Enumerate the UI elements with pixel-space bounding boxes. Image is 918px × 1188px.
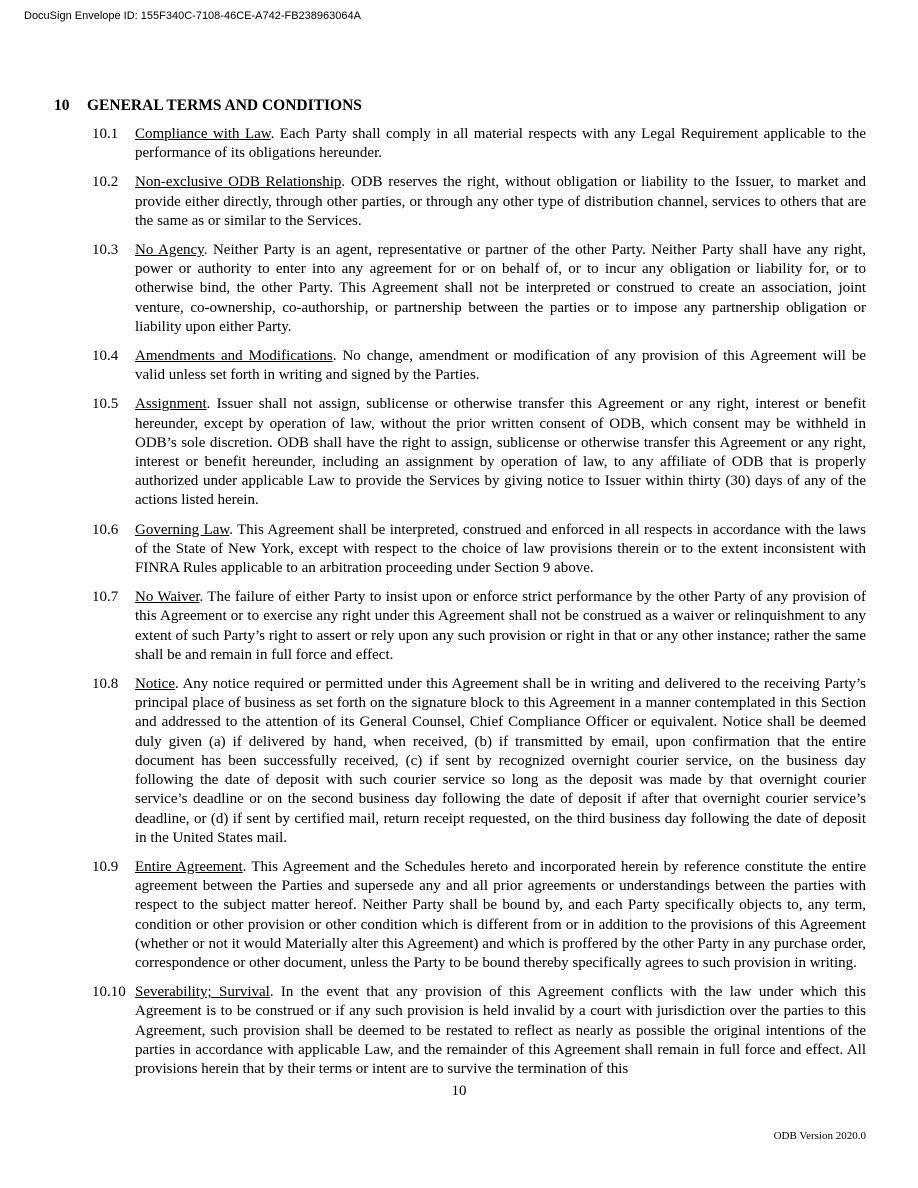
clause-number: 10.5 [92, 396, 119, 413]
clause-text: . ODB reserves the right, without obligation or liability to the Issuer, to market and provide either directly, through other parties, or through any other type of distribution channel, services to others that are the same as or similar to the Services. [135, 174, 866, 229]
section-number: 10 [54, 97, 70, 114]
clause-title: Entire Agreement [135, 858, 243, 875]
clause-10-10 [92, 983, 866, 1079]
section-heading [54, 97, 362, 115]
clause-body [135, 395, 866, 510]
clause-title: No Waiver [135, 589, 200, 606]
clause-body [135, 347, 866, 385]
clause-10-8 [92, 675, 866, 848]
clause-number: 10.10 [92, 984, 126, 1001]
envelope-id: DocuSign Envelope ID: 155F340C-7108-46CE-A742-FB238963064A [24, 10, 361, 22]
clause-title: Non-exclusive ODB Relationship [135, 174, 342, 191]
clause-10-3 [92, 241, 866, 337]
clause-body [135, 173, 866, 231]
clause-body [135, 858, 866, 973]
clause-number: 10.4 [92, 348, 119, 365]
clause-body [135, 241, 866, 337]
clause-text: . In the event that any provision of this Agreement conflicts with the law under which this Agreement is to be construed or if any such provision is held invalid by a court with jurisdiction over the parties to this Agreement, such provision shall be deemed to be restated to reflect as nearly as possible the original intentions of the parties in accordance with applicable Law, and the remainder of this Agreement shall remain in full force and effect. All provisions herein that by their terms or intent are to survive the termination of this [135, 984, 866, 1077]
clause-text: . The failure of either Party to insist upon or enforce strict performance by the other Party of any provision of this Agreement or to exercise any right under this Agreement shall not be construed as a waiver or relinquishment to any extent of such Party’s right to assert or rely upon any such provision or right in that or any other instance; rather the same shall be and remain in full force and effect. [135, 589, 866, 663]
clause-list [92, 125, 866, 1089]
clause-number: 10.8 [92, 676, 119, 693]
clause-10-4 [92, 347, 866, 385]
clause-title: Severability; Survival [135, 984, 270, 1001]
clause-text: . Neither Party is an agent, representative or partner of the other Party. Neither Party shall have any right, power or authority to enter into any agreement for or on behalf of, or to incur any obligation or liability for, or to otherwise bind, the other Party. This Agreement shall not be interpreted or construed to create an association, joint venture, co-ownership, co-authorship, or partnership between the parties or to impose any partnership obligation or liability upon either Party. [135, 242, 866, 335]
version-label: ODB Version 2020.0 [773, 1130, 866, 1142]
clause-number: 10.6 [92, 521, 119, 538]
clause-body [135, 125, 866, 163]
clause-10-1 [92, 125, 866, 163]
clause-body [135, 983, 866, 1079]
clause-text: . This Agreement and the Schedules hereto and incorporated herein by reference constitute the entire agreement between the Parties and supersede any and all prior agreements or understandings between the parties with respect to the subject matter hereof. Neither Party shall be bound by, and each Party specifically objects to, any term, condition or other provision or other condition which is different from or in addition to the provisions of this Agreement (whether or not it would Materially alter this Agreement) and which is proffered by the other Party in any purchase order, correspondence or other document, unless the Party to be bound thereby specifically agrees to such provision in writing. [135, 858, 866, 971]
clause-title: Compliance with Law [135, 126, 271, 142]
section-title: GENERAL TERMS AND CONDITIONS [87, 97, 362, 114]
clause-body [135, 588, 866, 665]
clause-10-6 [92, 521, 866, 579]
clause-title: Notice [135, 676, 175, 693]
clause-text: . Any notice required or permitted under this Agreement shall be in writing and delivered to the receiving Party’s principal place of business as set forth on the signature block to this Agreement in a manner contemplated in this Section and addressed to the attention of its General Counsel, Chief Compliance Officer or equivalent. Notice shall be deemed duly given (a) if delivered by hand, when received, (b) if transmitted by email, upon confirmation that the entire document has been successfully received, (c) if sent by recognized overnight courier service, on the business day following the date of deposit with such courier service so long as the deposit was made by that overnight courier service’s deadline or on the second business day following the date of deposit if after that overnight courier service’s deadline, or (d) if sent by certified mail, return receipt requested, on the third business day following the date of deposit in the United States mail. [135, 676, 866, 846]
clause-number: 10.2 [92, 174, 119, 191]
clause-number: 10.7 [92, 589, 119, 606]
clause-title: Amendments and Modifications [135, 348, 333, 365]
clause-title: Assignment [135, 396, 207, 413]
clause-text: . This Agreement shall be interpreted, construed and enforced in all respects in accordance with the laws of the State of New York, except with respect to the choice of law provisions therein or to the extent inconsistent with FINRA Rules applicable to an arbitration proceeding under Section 9 above. [135, 521, 866, 577]
clause-text: . Each Party shall comply in all material respects with any Legal Requirement applicable to the performance of its obligations hereunder. [135, 126, 866, 162]
clause-title: No Agency [135, 242, 204, 259]
clause-number: 10.1 [92, 126, 119, 142]
page-number: 10 [451, 1083, 467, 1099]
clause-10-9 [92, 858, 866, 973]
clause-text: . No change, amendment or modification of any provision of this Agreement will be valid unless set forth in writing and signed by the Parties. [135, 348, 866, 384]
clause-10-2 [92, 173, 866, 231]
clause-body [135, 521, 866, 579]
clause-10-5 [92, 395, 866, 510]
clause-number: 10.9 [92, 858, 119, 875]
clause-title: Governing Law [135, 521, 230, 538]
clause-10-7 [92, 588, 866, 665]
clause-body [135, 675, 866, 848]
clause-text: . Issuer shall not assign, sublicense or otherwise transfer this Agreement or any right, interest or benefit hereunder, except by operation of law, without the prior written consent of ODB, which consent may be withheld in ODB’s sole discretion. ODB shall have the right to assign, sublicense or otherwise transfer this Agreement or any right, interest or benefit hereunder, including an assignment by operation of law, to any affiliate of ODB that is properly authorized under applicable Law to provide the Services by giving notice to Issuer within thirty (30) days of any of the actions listed herein. [135, 396, 866, 509]
clause-number: 10.3 [92, 242, 119, 259]
